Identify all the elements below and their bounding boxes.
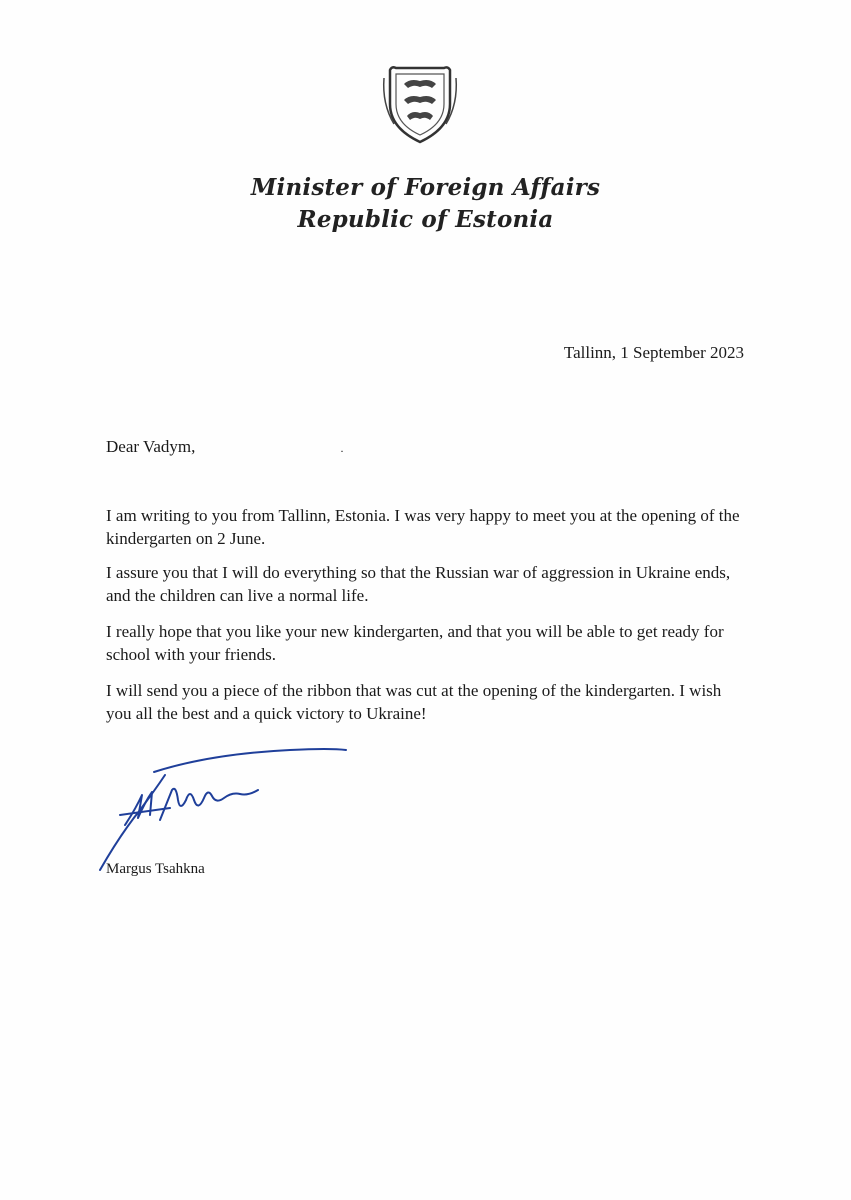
paragraph-4: I will send you a piece of the ribbon that was cut at the opening of the kindergarten. I wish you all the best and a quick victory to Ukraine! xyxy=(106,681,722,723)
signer-name: Margus Tsahkna xyxy=(106,861,205,877)
letter-date: Tallinn, 1 September 2023 xyxy=(563,343,744,362)
paragraph-3: I really hope that you like your new kindergarten, and that you will be able to get ready for school with your friends. xyxy=(106,622,724,664)
coat-of-arms-icon xyxy=(380,64,460,146)
handwritten-signature xyxy=(90,740,360,880)
letterhead-subtitle: Republic of Estonia xyxy=(297,206,554,233)
salutation: Dear Vadym, xyxy=(106,437,196,456)
paragraph-1: I am writing to you from Tallinn, Estonia. I was very happy to meet you at the opening of the kindergarten on 2 June. xyxy=(106,506,740,548)
paragraph-2: I assure you that I will do everything so that the Russian war of aggression in Ukraine ends, and the children can live a normal life. xyxy=(106,563,731,605)
stray-mark: · xyxy=(340,444,344,458)
letterhead-title: Minister of Foreign Affairs xyxy=(250,174,601,201)
